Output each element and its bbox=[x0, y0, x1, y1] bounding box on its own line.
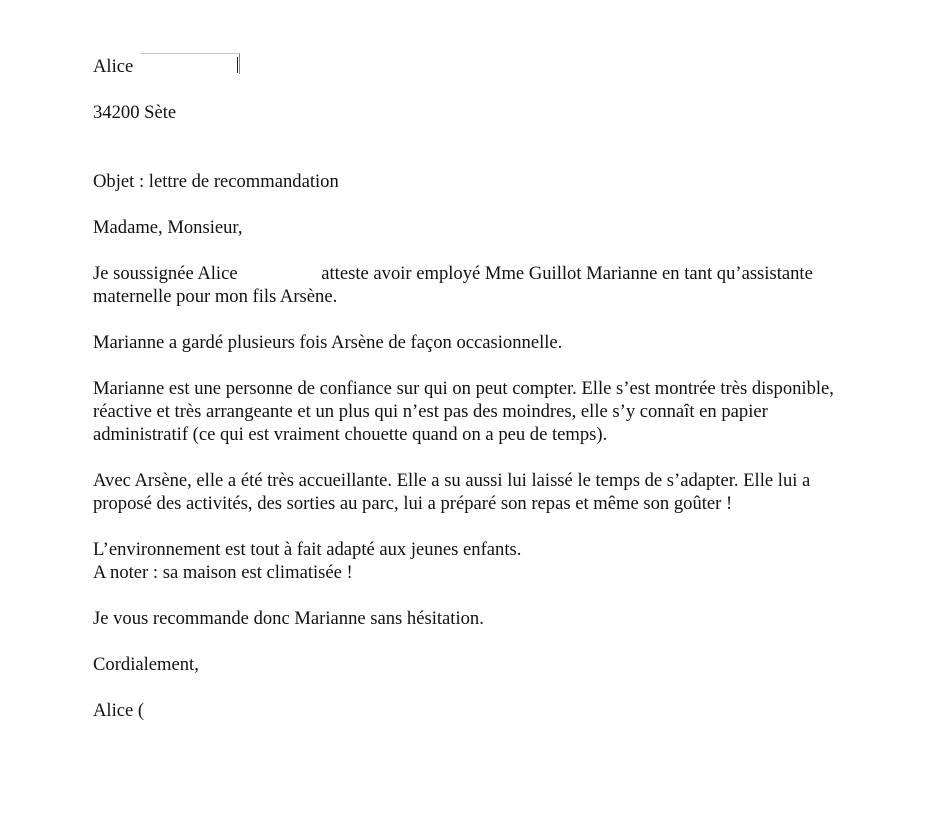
paragraph-line: administratif (ce qui est vraiment chouette quand on a peu de temps). bbox=[93, 424, 608, 445]
text-cursor bbox=[237, 57, 238, 73]
letter-closing: Cordialement, bbox=[93, 654, 199, 675]
sender-city: 34200 Sète bbox=[93, 102, 177, 123]
paragraph-environment bbox=[93, 538, 893, 584]
paragraph-line: L’environnement est tout à fait adapté aux jeunes enfants. bbox=[93, 539, 522, 560]
paragraph-line: Je vous recommande donc Marianne sans hésitation. bbox=[93, 608, 484, 629]
letter-subject: Objet : lettre de recommandation bbox=[93, 171, 339, 192]
sender-name: Alice bbox=[93, 56, 134, 77]
signature-redaction-mask bbox=[145, 699, 185, 722]
paragraph-occasional-care bbox=[93, 331, 893, 354]
paragraph-line: A noter : sa maison est climatisée ! bbox=[93, 562, 353, 583]
paragraph-activities bbox=[93, 469, 893, 515]
paragraph-line: Marianne a gardé plusieurs fois Arsène de façon occasionnelle. bbox=[93, 332, 563, 353]
redacted-surname-box bbox=[141, 53, 240, 74]
paragraph-line: réactive et très arrangeante et un plus qui n’est pas des moindres, elle s’y connaît en papier bbox=[93, 401, 768, 422]
paragraph-line: Je soussignée Alice atteste avoir employé Mme Guillot Marianne en tant qu’assistante bbox=[93, 263, 813, 284]
paragraph-line: proposé des activités, des sorties au parc, lui a préparé son repas et même son goûter ! bbox=[93, 493, 733, 514]
paragraph-recommendation bbox=[93, 607, 893, 630]
paragraph-attestation bbox=[93, 262, 893, 308]
paragraph-line: Avec Arsène, elle a été très accueillante. Elle a su aussi lui laissé le temps de s’adapter. Elle lui a bbox=[93, 470, 811, 491]
letter-signature: Alice ( bbox=[93, 700, 145, 721]
letter-salutation: Madame, Monsieur, bbox=[93, 217, 243, 238]
paragraph-trust bbox=[93, 377, 893, 446]
paragraph-line: Marianne est une personne de confiance sur qui on peut compter. Elle s’est montrée très disponible, bbox=[93, 378, 834, 399]
paragraph-line: maternelle pour mon fils Arsène. bbox=[93, 286, 338, 307]
